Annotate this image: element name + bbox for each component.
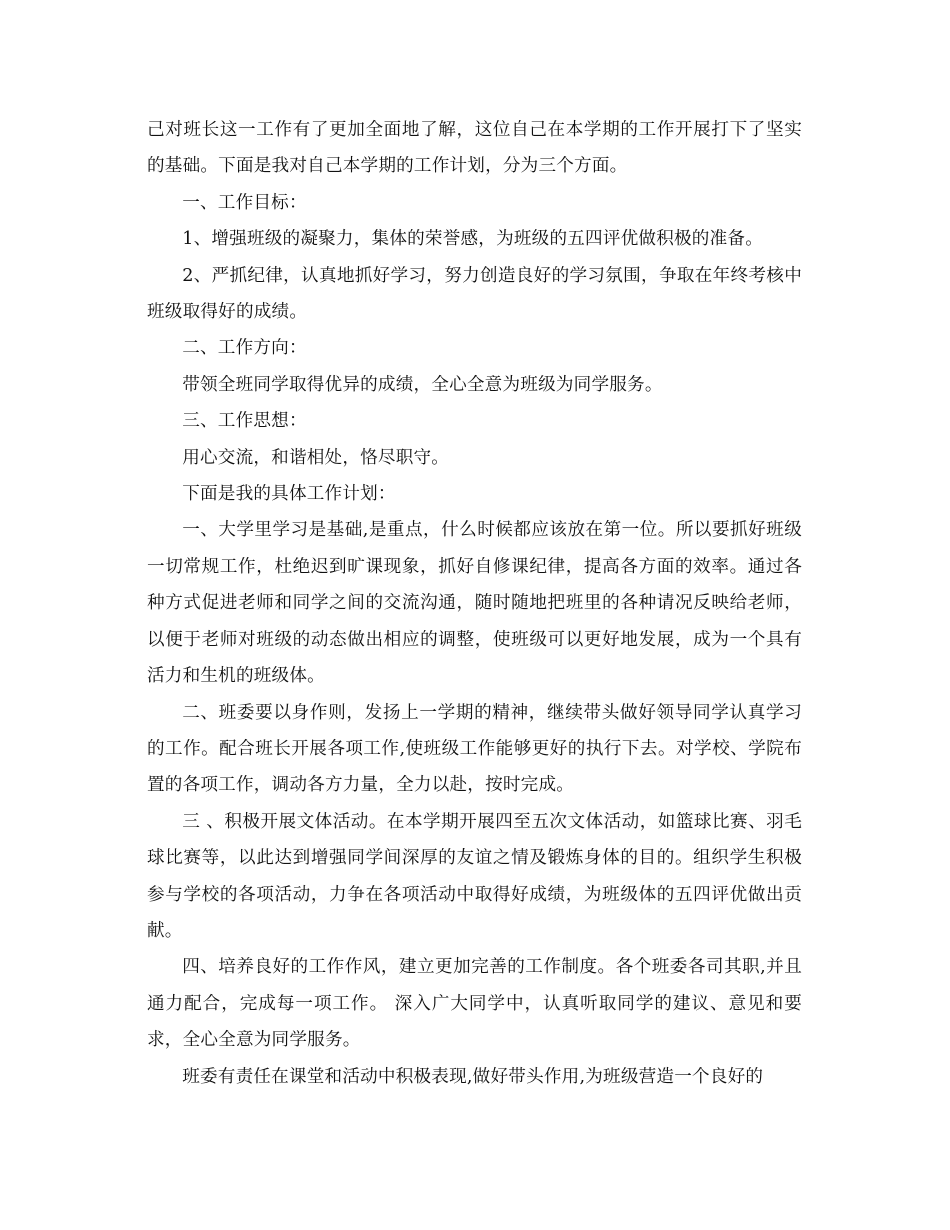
heading-work-goals: 一、工作目标： xyxy=(182,192,307,213)
goal-item-2: 2、严抓纪律，认真地抓好学习，努力创造良好的学习氛围，争取在年终考核中班级取得好的成绩。 xyxy=(147,265,802,323)
heading-work-philosophy: 三、工作思想： xyxy=(182,411,307,432)
paragraph-work-philosophy: 用心交流，和谐相处，恪尽职守。 xyxy=(182,447,450,468)
heading-work-direction: 二、工作方向： xyxy=(182,338,307,359)
plan-item-2: 二、班委要以身作则，发扬上一学期的精神，继续带头做好领导同学认真学习的工作。配合班长开展各项工作,使班级工作能够更好的执行下去。对学校、学院布置的各项工作，调动各方力量，全力以赴，按时完成。 xyxy=(147,702,802,796)
paragraph-work-direction: 带领全班同学取得优异的成绩，全心全意为班级为同学服务。 xyxy=(182,374,663,395)
plan-item-1: 一、大学里学习是基础,是重点，什么时候都应该放在第一位。所以要抓好班级一切常规工作，杜绝迟到旷课现象，抓好自修课纪律，提高各方面的效率。通过各种方式促进老师和同学之间的交流沟通，随时随地把班里的各种请况反映给老师，以便于老师对班级的动态做出相应的调整，使班级可以更好地发展，成为一个具有活力和生机的班级体。 xyxy=(147,520,802,687)
document-body xyxy=(147,112,802,1095)
paragraph-plan-intro: 下面是我的具体工作计划： xyxy=(182,484,396,505)
plan-item-3: 三 、积极开展文体活动。在本学期开展四至五次文体活动，如篮球比赛、羽毛球比赛等，以此达到增强同学间深厚的友谊之情及锻炼身体的目的。组织学生积极参与学校的各项活动，力争在各项活动中取得好成绩，为班级体的五四评优做出贡献。 xyxy=(147,811,802,941)
goal-item-1: 1、增强班级的凝聚力，集体的荣誉感，为班级的五四评优做积极的准备。 xyxy=(182,229,763,250)
paragraph-continuation: 己对班长这一工作有了更加全面地了解，这位自己在本学期的工作开展打下了坚实的基础。下面是我对自己本学期的工作计划，分为三个方面。 xyxy=(147,120,802,177)
plan-item-4: 四、培养良好的工作作风，建立更加完善的工作制度。各个班委各司其职,并且通力配合，完成每一项工作。 深入广大同学中，认真听取同学的建议、意见和要求，全心全意为同学服务。 xyxy=(147,957,802,1051)
paragraph-committee-duty: 班委有责任在课堂和活动中积极表现,做好带头作用,为班级营造一个良好的 xyxy=(182,1066,764,1087)
